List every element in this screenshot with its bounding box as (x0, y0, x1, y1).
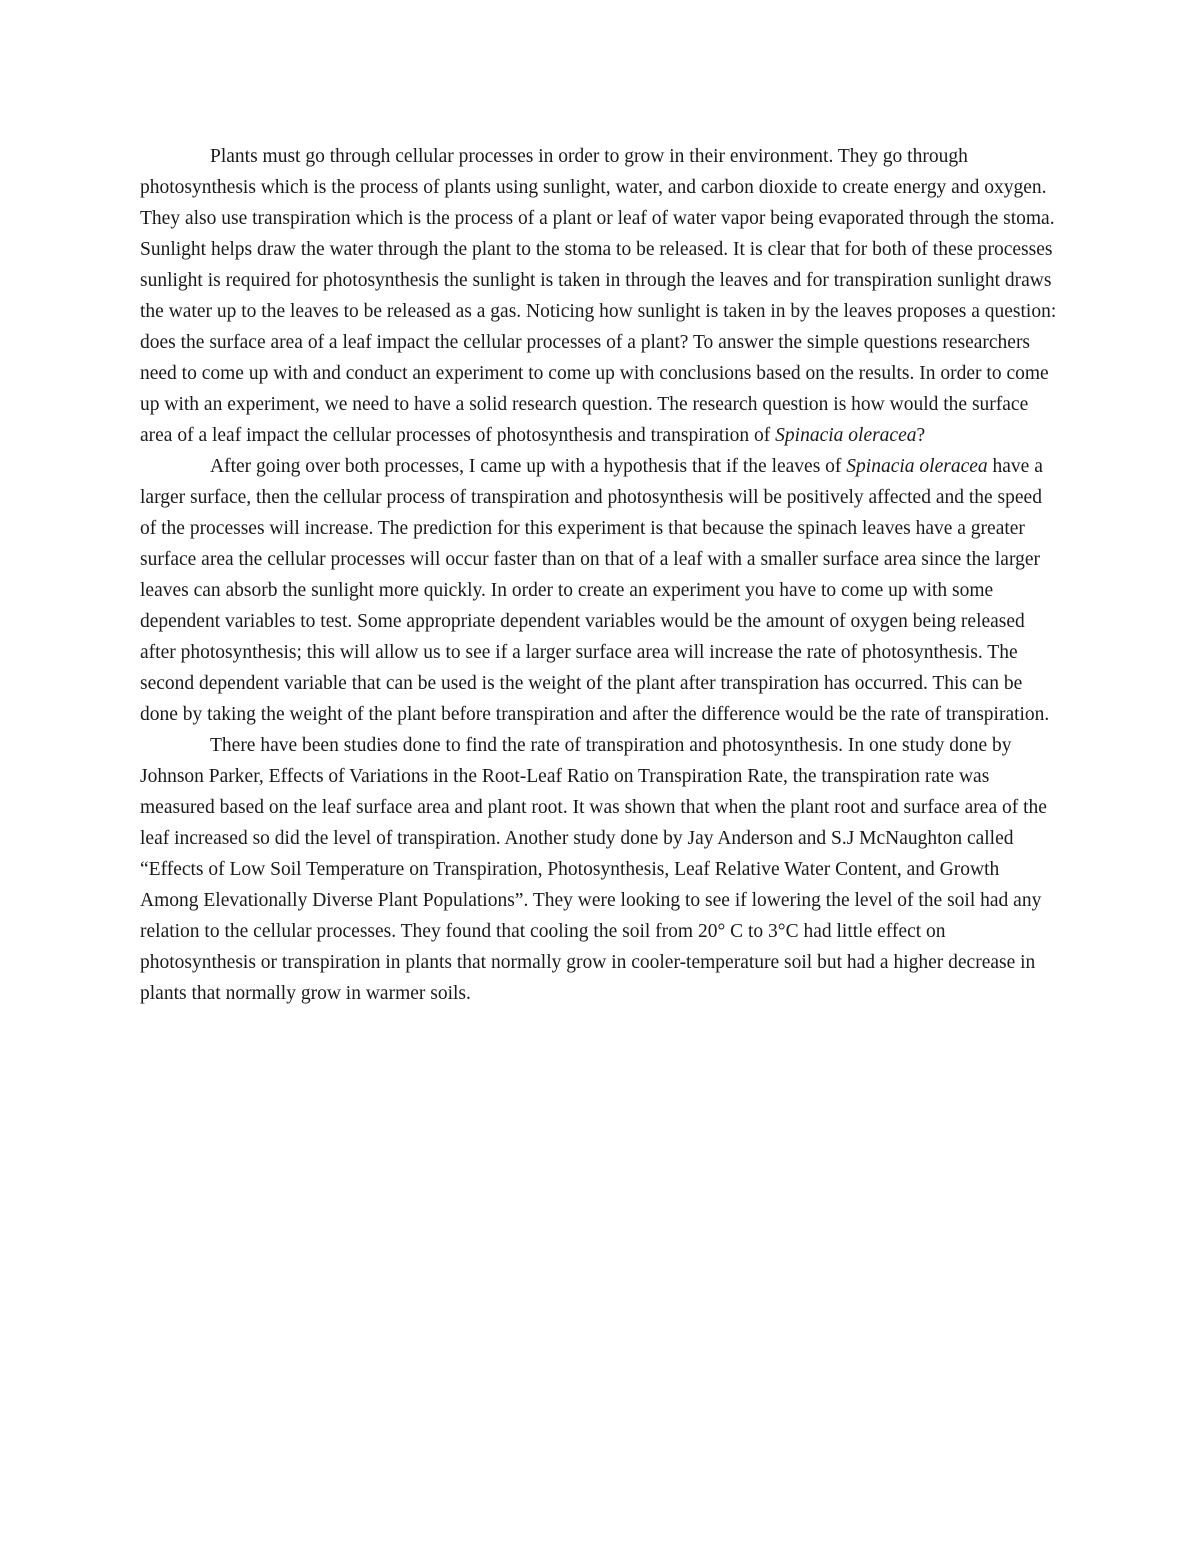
paragraph-text: After going over both processes, I came up with a hypothesis that if the leaves of (210, 456, 847, 477)
paragraph-hypothesis (140, 451, 1060, 730)
document-body (140, 141, 1060, 1009)
species-name: Spinacia oleracea (775, 425, 917, 446)
paragraph-text: Plants must go through cellular processes in order to grow in their environment. They go through photosynthesis which is the process of plants using sunlight, water, and carbon dioxide to create energy and oxygen. They also use transpiration which is the process of a plant or leaf of water vapor being evaporated through the stoma. Sunlight helps draw the water through the plant to the stoma to be released. It is clear that for both of these processes sunlight is required for photosynthesis the sunlight is taken in through the leaves and for transpiration sunlight draws the water up to the leaves to be released as a gas. Noticing how sunlight is taken in by the leaves proposes a question: does the surface area of a leaf impact the cellular processes of a plant? To answer the simple questions researchers need to come up with and conduct an experiment to come up with conclusions based on the results. In order to come up with an experiment, we need to have a solid research question. The research question is how would the surface area of a leaf impact the cellular processes of photosynthesis and transpiration of (140, 146, 1057, 446)
paragraph-prior-studies (140, 730, 1060, 1009)
paragraph-introduction (140, 141, 1060, 451)
paragraph-text: ? (916, 425, 926, 446)
species-name: Spinacia oleracea (846, 456, 988, 477)
paragraph-text: There have been studies done to find the rate of transpiration and photosynthesis. In one study done by Johnson Parker, Effects of Variations in the Root-Leaf Ratio on Transpiration Rate, the transpiration rate was measured based on the leaf surface area and plant root. It was shown that when the plant root and surface area of the leaf increased so did the level of transpiration. Another study done by Jay Anderson and S.J McNaughton called “Effects of Low Soil Temperature on Transpiration, Photosynthesis, Leaf Relative Water Content, and Growth Among Elevationally Diverse Plant Populations”. They were looking to see if lowering the level of the soil had any relation to the cellular processes. They found that cooling the soil from 20° C to 3°C had little effect on photosynthesis or transpiration in plants that normally grow in cooler-temperature soil but had a higher decrease in plants that normally grow in warmer soils. (140, 735, 1047, 1004)
paragraph-text: have a larger surface, then the cellular process of transpiration and photosynthesis will be positively affected and the speed of the processes will increase. The prediction for this experiment is that because the spinach leaves have a greater surface area the cellular processes will occur faster than on that of a leaf with a smaller surface area since the larger leaves can absorb the sunlight more quickly. In order to create an experiment you have to come up with some dependent variables to test. Some appropriate dependent variables would be the amount of oxygen being released after photosynthesis; this will allow us to see if a larger surface area will increase the rate of photosynthesis. The second dependent variable that can be used is the weight of the plant after transpiration has occurred. This can be done by taking the weight of the plant before transpiration and after the difference would be the rate of transpiration. (140, 456, 1050, 725)
